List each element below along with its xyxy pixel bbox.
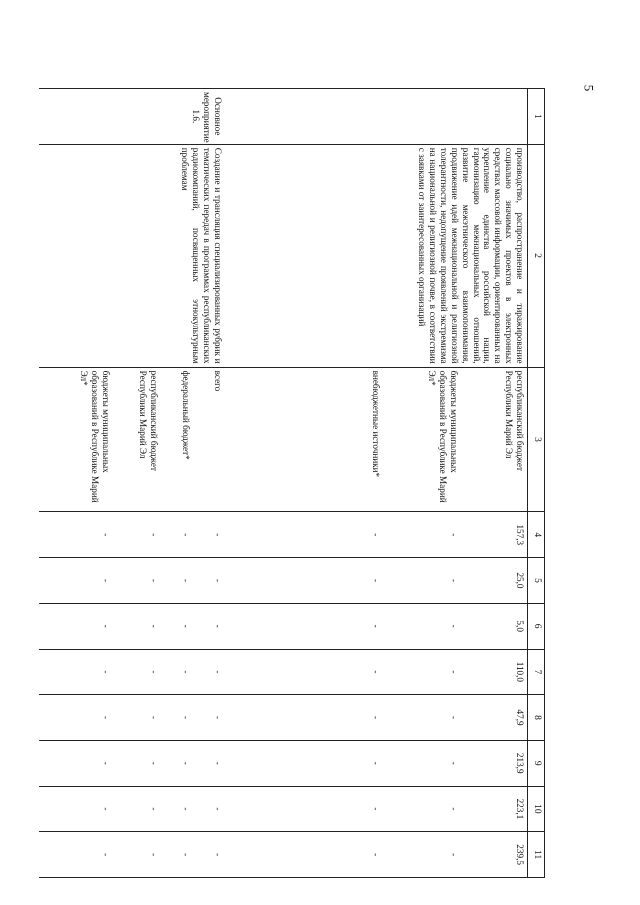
value-cell: 47,9 [461,695,528,741]
header-cell: 7 [528,649,545,695]
description-cell: производство, распространение и тиражирование социально значимых проектов в электронных средствах массовой информации, ориентированных на укрепление единства российской нации, гармонизацию межнациональных отношений, развитие межэтнического взаимопонимания, продвижение идей межнациональной и религиозной толерантности, недопущение проявлений экстремизма на национальной и религиозной почве, в соответствии с заявками от заинтересованных организаций [225,144,528,367]
value-cell: - [253,603,383,649]
value-cell: - [253,740,383,786]
source-cell: федеральный бюджет* [161,367,193,512]
value-cell: 25,0 [461,558,528,604]
source-cell: всего [193,367,225,512]
value-cell: - [383,512,461,558]
value-cell: - [161,695,193,741]
page-number: 5 [581,84,597,92]
header-cell: 11 [528,832,545,878]
table-row [461,89,528,878]
header-cell: 5 [528,558,545,604]
value-cell: - [39,603,113,649]
value-cell: - [253,512,383,558]
value-cell: 239,5 [461,832,528,878]
value-cell: - [253,695,383,741]
header-cell: 3 [528,367,545,512]
value-cell: - [383,603,461,649]
value-cell: - [383,558,461,604]
value-cell: - [253,786,383,832]
value-cell: - [383,832,461,878]
value-cell: 110,0 [461,649,528,695]
value-cell: - [39,649,113,695]
value-cell: - [161,558,193,604]
header-cell: 1 [528,89,545,145]
value-cell: - [193,649,225,695]
value-cell: - [39,786,113,832]
value-cell: 223,1 [461,786,528,832]
value-cell: - [113,649,161,695]
source-cell: бюджеты муниципальных образований в Республике Марий Эл* [383,367,461,512]
header-cell: 9 [528,740,545,786]
value-cell: - [161,512,193,558]
value-cell: - [193,558,225,604]
value-cell: - [39,512,113,558]
table-row [193,89,225,878]
value-cell: - [383,740,461,786]
value-cell: - [39,695,113,741]
value-cell: - [113,832,161,878]
value-cell: 213,9 [461,740,528,786]
value-cell: - [113,512,161,558]
source-cell: внебюджетные источники* [253,367,383,512]
header-cell: 4 [528,512,545,558]
source-cell: бюджеты муниципальных образований в Республике Марий Эл* [39,367,113,512]
header-cell: 2 [528,144,545,367]
value-cell: - [193,512,225,558]
code-cell [225,89,528,145]
header-cell: 8 [528,695,545,741]
value-cell: - [193,740,225,786]
value-cell: - [383,695,461,741]
budget-table [39,88,545,878]
value-cell: - [113,740,161,786]
value-cell: - [193,832,225,878]
header-cell: 10 [528,786,545,832]
value-cell: - [39,832,113,878]
value-cell: - [193,603,225,649]
value-cell: - [39,558,113,604]
value-cell: - [113,603,161,649]
value-cell: - [161,649,193,695]
value-cell: - [383,786,461,832]
value-cell: - [383,649,461,695]
value-cell: - [161,786,193,832]
value-cell: - [161,832,193,878]
source-cell: республиканский бюджет Республики Марий Эл [113,367,161,512]
value-cell: - [39,740,113,786]
value-cell: - [161,740,193,786]
value-cell: - [113,695,161,741]
value-cell: - [193,786,225,832]
value-cell: - [253,832,383,878]
code-cell: Основное мероприятие 1.6. [39,89,225,145]
header-cell: 6 [528,603,545,649]
value-cell: - [161,603,193,649]
value-cell: - [193,695,225,741]
value-cell: 5,0 [461,603,528,649]
value-cell: - [113,786,161,832]
description-cell: Создание и трансляция специализированных рубрик и тематических передач в программах республиканских радиокомпаний, посвященных этнокультурным проблемам [39,144,225,367]
value-cell: - [113,558,161,604]
source-cell: республиканский бюджет Республики Марий Эл [461,367,528,512]
header-row [528,89,545,878]
value-cell: - [253,649,383,695]
rotated-table-container [79,88,545,878]
value-cell: - [253,558,383,604]
value-cell: 157,3 [461,512,528,558]
